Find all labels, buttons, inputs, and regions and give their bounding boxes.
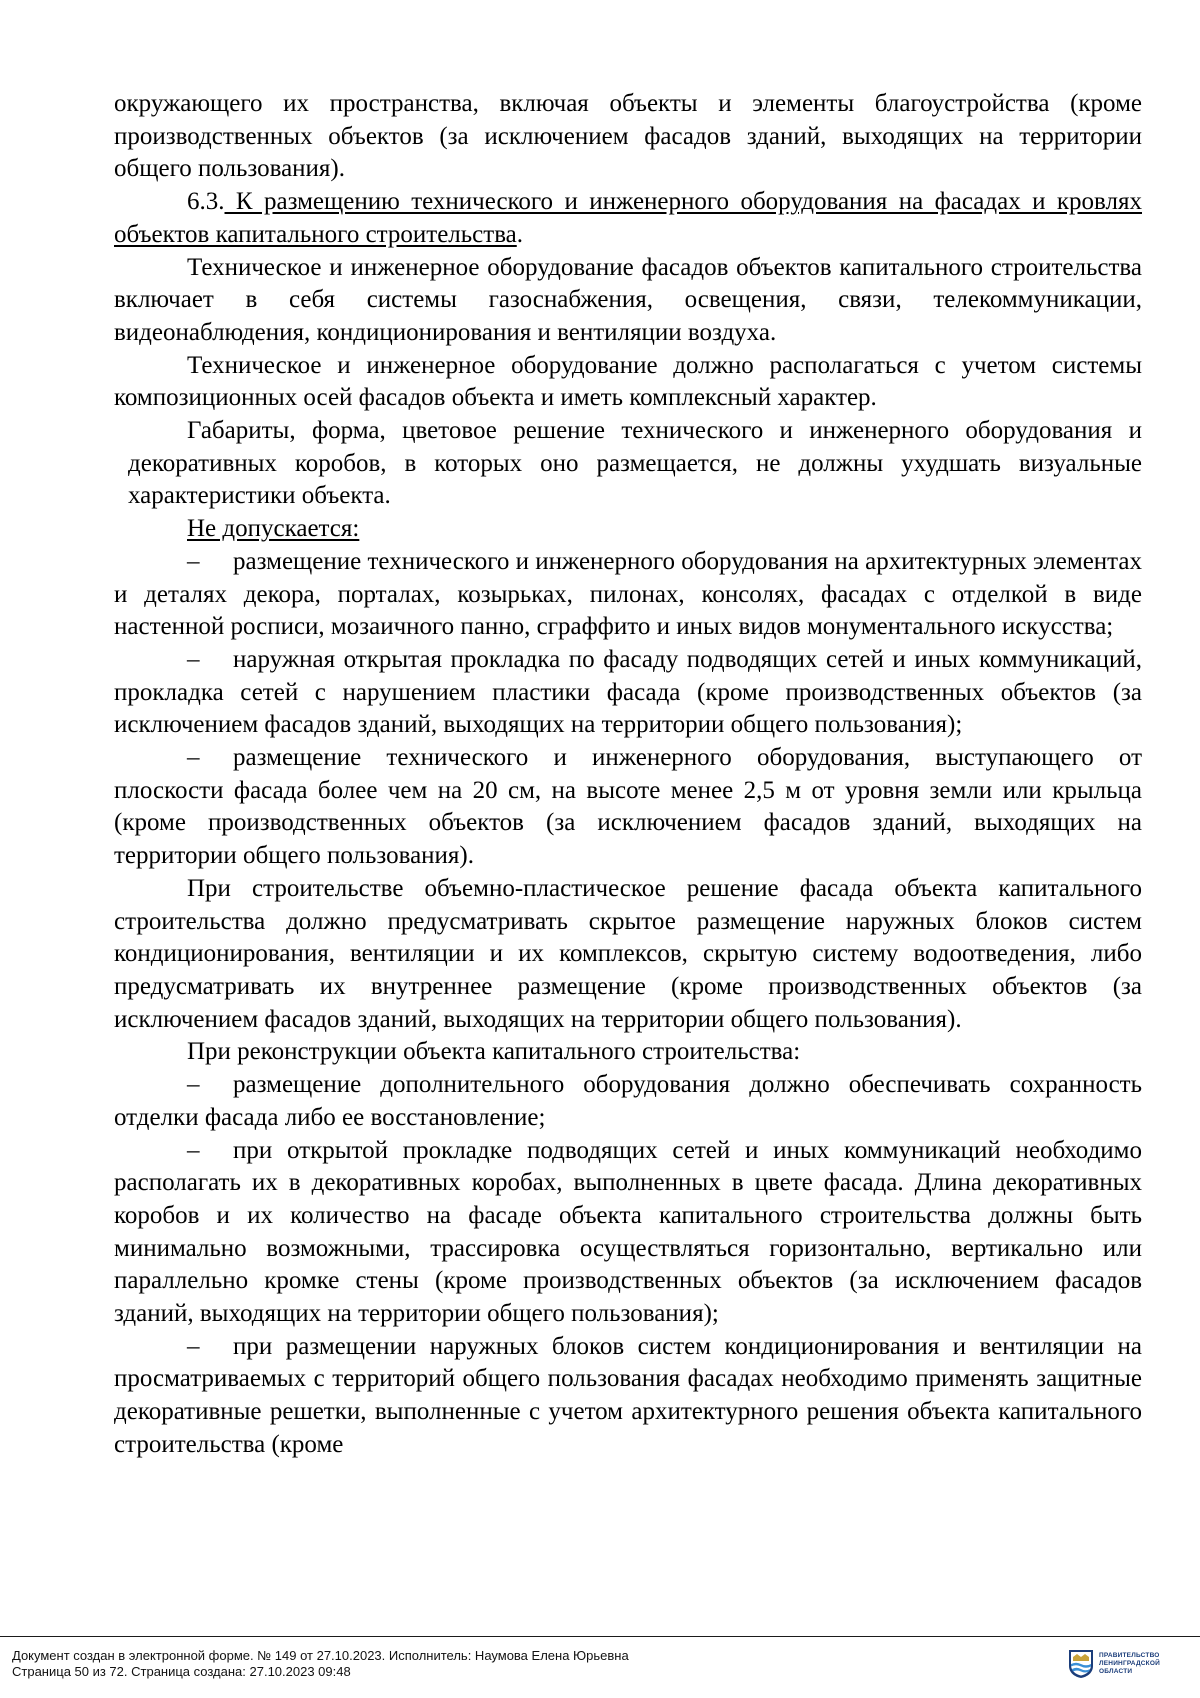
list-item: [114, 1331, 1142, 1462]
logo-caption-line: ЛЕНИНГРАДСКОЙ: [1099, 1660, 1160, 1667]
section-title-end: .: [516, 220, 524, 248]
dash-bullet: –: [187, 547, 200, 575]
document-body: [114, 88, 1142, 1462]
section-number: 6.3.: [187, 188, 225, 216]
footer-document-info: Документ создан в электронной форме. № 149 от 27.10.2023. Исполнитель: Наумова Елена Юрьевна: [12, 1648, 629, 1663]
list-item-text: наружная открытая прокладка по фасаду подводящих сетей и иных коммуникаций, прокладка сетей с нарушением пластики фасада (кроме производственных объектов (за исключением фасадов зданий, выходящих на территории общего пользования);: [114, 645, 1142, 739]
list-item-text: при открытой прокладке подводящих сетей и иных коммуникаций необходимо располагать их в декоративных коробах, выполненных в цвете фасада. Длина декоративных коробов и их количество на фасаде объекта капитального строительства должны быть минимально возможными, трассировка осуществляться горизонтально, вертикально или параллельно кромке стены (кроме производственных объектов (за исключением фасадов зданий, выходящих на территории общего пользования);: [114, 1136, 1142, 1328]
government-logo: [1068, 1645, 1190, 1683]
list-item: [114, 742, 1142, 873]
section-title: К размещению технического и инженерного оборудования на фасадах и кровлях объектов капитального строительства: [114, 188, 1142, 248]
dash-bullet: –: [187, 1071, 200, 1099]
not-allowed-heading: [114, 513, 1142, 546]
section-6-3-heading: [114, 186, 1142, 251]
dash-bullet: –: [187, 645, 200, 673]
dash-bullet: –: [187, 744, 200, 772]
list-item: [114, 1135, 1142, 1331]
dash-bullet: –: [187, 1136, 200, 1164]
footer-divider: [0, 1636, 1200, 1637]
not-allowed-label: Не допускается:: [187, 515, 360, 543]
paragraph-dimensions: Габариты, форма, цветовое решение технического и инженерного оборудования и декоративных коробов, в которых оно размещается, не должны ухудшать визуальные характеристики объекта.: [128, 417, 1142, 510]
paragraph-equipment-definition: Техническое и инженерное оборудование фасадов объектов капитального строительства включает в себя системы газоснабжения, освещения, связи, телекоммуникации, видеонаблюдения, кондиционирования и вентиляции воздуха.: [114, 253, 1142, 346]
logo-caption-line: ПРАВИТЕЛЬСТВО: [1099, 1652, 1160, 1659]
paragraph-equipment-placement: Техническое и инженерное оборудование должно располагаться с учетом системы композиционных осей фасадов объекта и иметь комплексный характер.: [114, 351, 1142, 412]
dash-bullet: –: [187, 1332, 200, 1360]
paragraph-construction: При строительстве объемно-пластическое решение фасада объекта капитального строительства должно предусматривать скрытое размещение наружных блоков систем кондиционирования, вентиляции и их комплексов, скрытую систему водоотведения, либо предусматривать их внутреннее размещение (кроме производственных объектов (за исключением фасадов зданий, выходящих на территории общего пользования).: [114, 874, 1142, 1033]
leningrad-region-coat-of-arms-icon: [1068, 1649, 1094, 1679]
list-item-text: при размещении наружных блоков систем кондиционирования и вентиляции на просматриваемых с территорий общего пользования фасадах необходимо применять защитные декоративные решетки, выполненные с учетом архитектурного решения объекта капитального строительства (кроме: [114, 1332, 1142, 1458]
footer-page-info: Страница 50 из 72. Страница создана: 27.10.2023 09:48: [12, 1663, 351, 1679]
logo-caption: [1099, 1652, 1160, 1676]
footer: [12, 1648, 1012, 1679]
paragraph-continuation: окружающего их пространства, включая объекты и элементы благоустройства (кроме производственных объектов (за исключением фасадов зданий, выходящих на территории общего пользования).: [114, 90, 1142, 183]
list-item: [114, 1069, 1142, 1134]
list-item: [114, 546, 1142, 644]
paragraph-reconstruction: При реконструкции объекта капитального строительства:: [187, 1038, 801, 1066]
list-item-text: размещение технического и инженерного оборудования, выступающего от плоскости фасада более чем на 20 см, на высоте менее 2,5 м от уровня земли или крыльца (кроме производственных объектов (за исключением фасадов зданий, выходящих на территории общего пользования).: [114, 744, 1142, 870]
logo-caption-line: ОБЛАСТИ: [1099, 1668, 1133, 1675]
list-item: [114, 644, 1142, 742]
list-item-text: размещение технического и инженерного оборудования на архитектурных элементах и деталях декора, порталах, козырьках, пилонах, консолях, фасадах с отделкой в виде настенной росписи, мозаичного панно, сграффито и иных видов монументального искусства;: [114, 547, 1142, 641]
list-item-text: размещение дополнительного оборудования должно обеспечивать сохранность отделки фасада либо ее восстановление;: [114, 1071, 1142, 1131]
